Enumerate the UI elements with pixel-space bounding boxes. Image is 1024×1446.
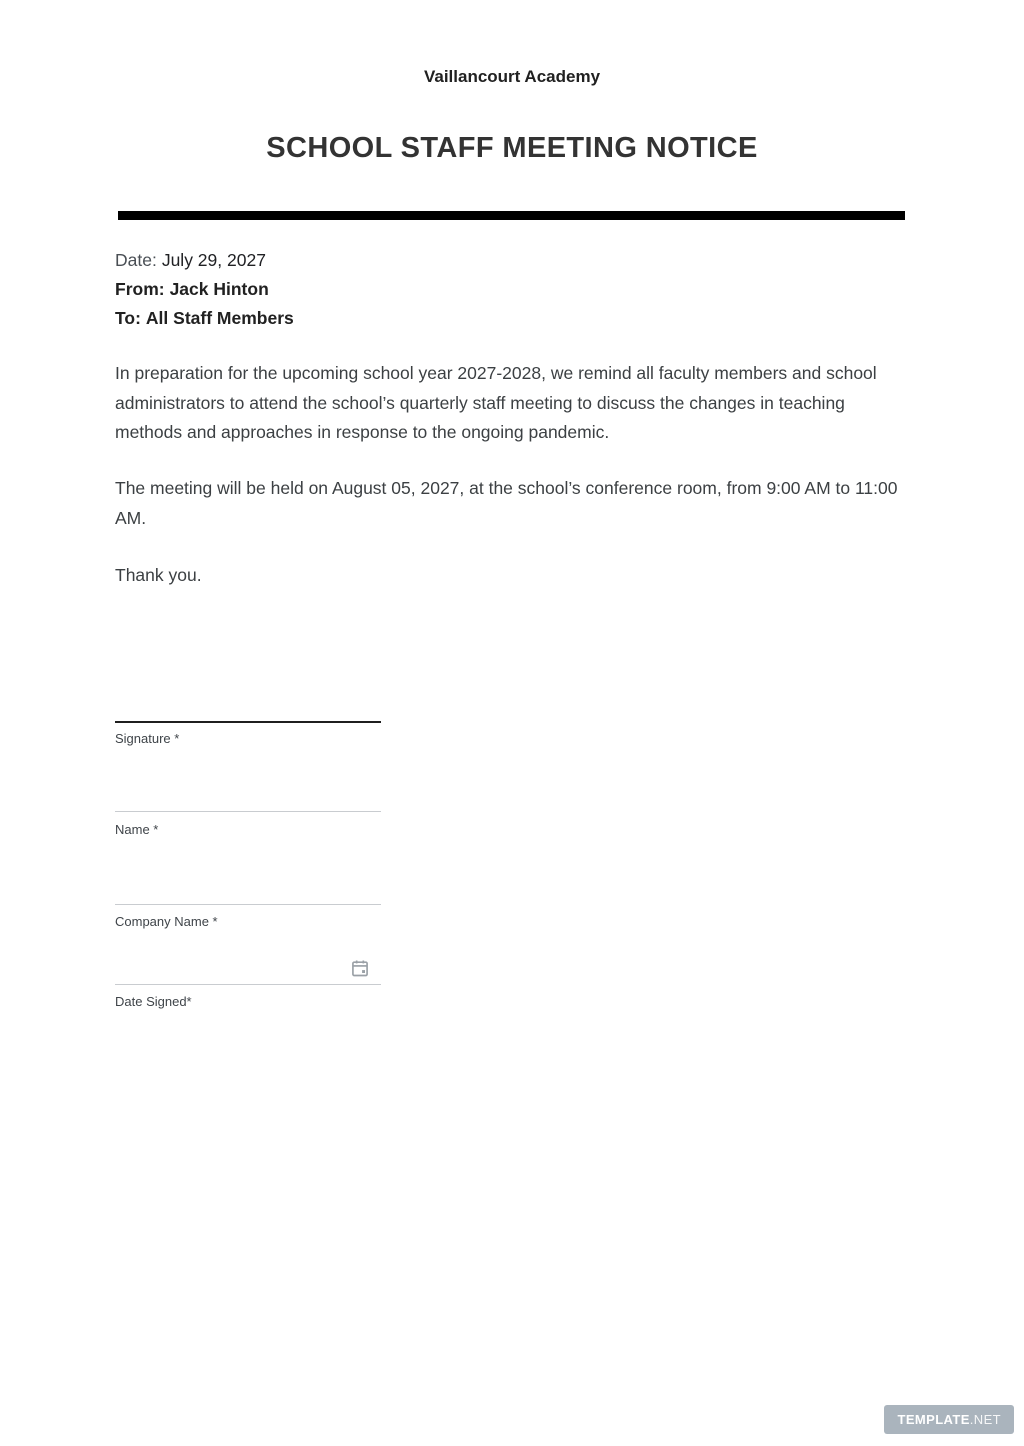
signature-label: Signature * [115, 731, 180, 746]
divider-rule [118, 211, 905, 220]
meta-date [115, 246, 294, 275]
company-name-label: Company Name * [115, 914, 218, 929]
date-label: Date: [115, 250, 157, 270]
date-signed-label: Date Signed* [115, 994, 192, 1009]
name-field[interactable] [115, 811, 381, 812]
meta-to [115, 304, 294, 333]
body-paragraph-1: In preparation for the upcoming school year 2027-2028, we remind all faculty members and school administrators to attend the school’s quarterly staff meeting to discuss the changes in teaching methods and approaches in response to the ongoing pandemic. [115, 363, 877, 442]
org-name: Vaillancourt Academy [423, 67, 601, 86]
date-signed-field[interactable] [115, 984, 381, 985]
to-label: To: [115, 308, 141, 328]
to-value: All Staff Members [145, 308, 294, 328]
body-paragraph-2: The meeting will be held on August 05, 2027, at the school’s conference room, from 9:00 AM to 11:00 AM. [115, 478, 898, 528]
watermark-text-light: .NET [969, 1412, 1001, 1427]
name-label: Name * [115, 822, 159, 837]
meta-block [115, 246, 294, 333]
closing-text: Thank you. [115, 565, 202, 585]
from-label: From: [115, 279, 165, 299]
company-name-field[interactable] [115, 904, 381, 905]
page-title: SCHOOL STAFF MEETING NOTICE [266, 132, 758, 164]
template-net-watermark [884, 1405, 1014, 1434]
date-value: July 29, 2027 [161, 250, 266, 270]
signature-field[interactable] [115, 721, 381, 723]
calendar-icon[interactable] [350, 958, 370, 978]
from-value: Jack Hinton [169, 279, 269, 299]
meta-from [115, 275, 294, 304]
watermark-text-bold: TEMPLATE [897, 1412, 970, 1427]
